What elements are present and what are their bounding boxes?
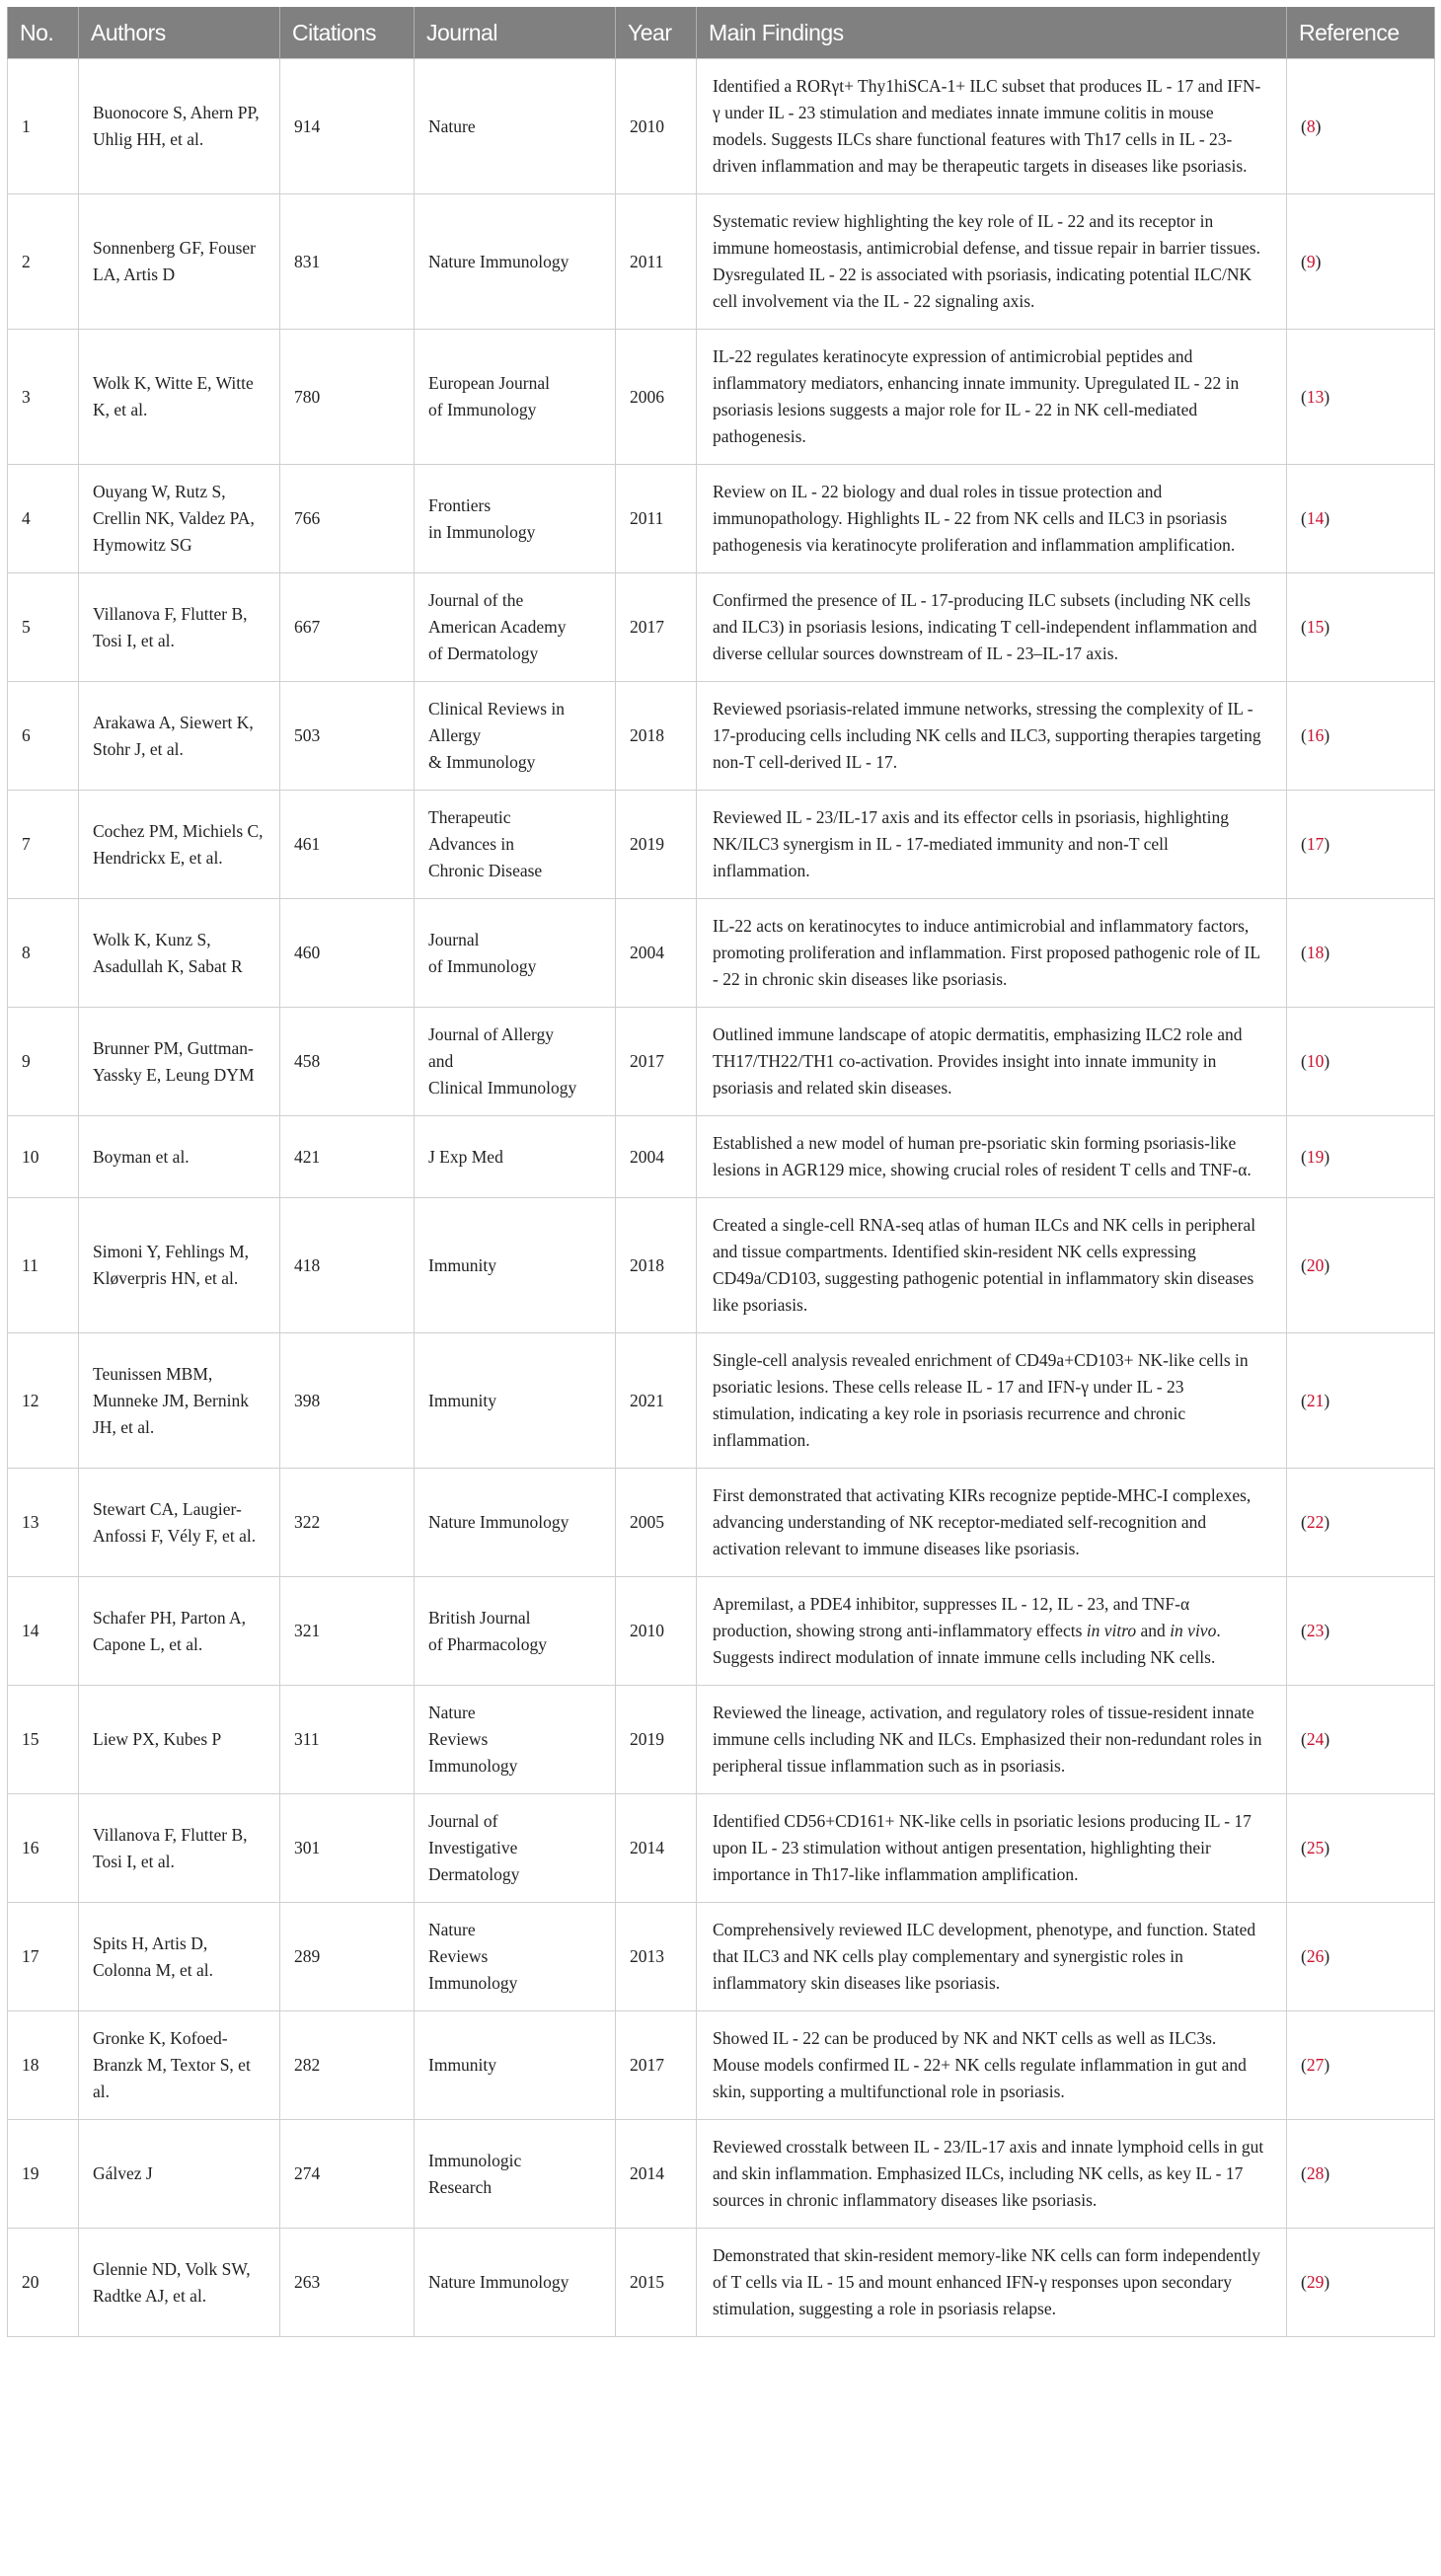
main-findings-cell: [697, 330, 1287, 465]
table-row: [8, 573, 1435, 682]
table-row: [8, 2229, 1435, 2337]
row-number: 10: [8, 1116, 79, 1198]
citations-cell: 667: [280, 573, 415, 682]
journal-cell: Immunologic Research: [415, 2120, 616, 2229]
row-number: 9: [8, 1008, 79, 1116]
year-cell: 2015: [616, 2229, 697, 2337]
row-number: 4: [8, 465, 79, 573]
main-findings-cell: [697, 1794, 1287, 1903]
citations-cell: 780: [280, 330, 415, 465]
reference-link[interactable]: 17: [1306, 834, 1325, 854]
year-cell: 2010: [616, 59, 697, 194]
year-cell: 2004: [616, 1116, 697, 1198]
findings-text: Comprehensively reviewed ILC development, phenotype, and function. Stated that ILC3 and NK cells play complementary and synergistic roles in inflammatory skin diseases like psoriasis.: [713, 1920, 1256, 1993]
authors-cell: Wolk K, Kunz S, Asadullah K, Sabat R: [79, 899, 280, 1008]
main-findings-cell: [697, 1333, 1287, 1469]
main-findings-cell: [697, 1469, 1287, 1577]
reference-link[interactable]: 8: [1306, 115, 1316, 136]
journal-cell: Clinical Reviews in Allergy & Immunology: [415, 682, 616, 791]
reference-cell: (10): [1287, 1008, 1435, 1116]
journal-cell: Nature Reviews Immunology: [415, 1686, 616, 1794]
reference-link[interactable]: 20: [1306, 1254, 1325, 1275]
row-number: 20: [8, 2229, 79, 2337]
year-cell: 2006: [616, 330, 697, 465]
table-row: [8, 465, 1435, 573]
authors-cell: Buonocore S, Ahern PP, Uhlig HH, et al.: [79, 59, 280, 194]
row-number: 6: [8, 682, 79, 791]
table-row: [8, 59, 1435, 194]
header-year: Year: [616, 7, 697, 59]
year-cell: 2010: [616, 1577, 697, 1686]
citations-cell: 914: [280, 59, 415, 194]
table-row: [8, 1198, 1435, 1333]
journal-cell: Journal of Immunology: [415, 899, 616, 1008]
reference-cell: (25): [1287, 1794, 1435, 1903]
year-cell: 2019: [616, 791, 697, 899]
citations-cell: 831: [280, 194, 415, 330]
reference-cell: (20): [1287, 1198, 1435, 1333]
findings-text: IL-22 acts on keratinocytes to induce antimicrobial and inflammatory factors, promoting proliferation and inflammation. First proposed pathogenic role of IL - 22 in chronic skin diseases like psoriasis.: [713, 916, 1260, 989]
table-row: [8, 1116, 1435, 1198]
main-findings-cell: [697, 791, 1287, 899]
row-number: 5: [8, 573, 79, 682]
reference-link[interactable]: 9: [1306, 251, 1316, 271]
citations-cell: 282: [280, 2011, 415, 2120]
journal-cell: Nature: [415, 59, 616, 194]
main-findings-cell: [697, 59, 1287, 194]
journal-cell: Nature Immunology: [415, 194, 616, 330]
reference-link[interactable]: 19: [1306, 1146, 1325, 1167]
header-reference: Reference: [1287, 7, 1435, 59]
row-number: 1: [8, 59, 79, 194]
findings-text: Identified a RORγt+ Thy1hiSCA-1+ ILC subset that produces IL - 17 and IFN-γ under IL - 23 stimulation and mediates innate immune colitis in mouse models. Suggests ILCs share functional features with Th17 cells in IL - 23-driven inflammation and may be therapeutic targets in diseases like psoriasis.: [713, 76, 1261, 176]
year-cell: 2017: [616, 573, 697, 682]
citations-cell: 263: [280, 2229, 415, 2337]
year-cell: 2014: [616, 2120, 697, 2229]
reference-link[interactable]: 18: [1306, 943, 1325, 962]
journal-cell: Journal of the American Academy of Dermatology: [415, 573, 616, 682]
citations-cell: 321: [280, 1577, 415, 1686]
journal-cell: J Exp Med: [415, 1116, 616, 1198]
authors-cell: Cochez PM, Michiels C, Hendrickx E, et al.: [79, 791, 280, 899]
reference-cell: (29): [1287, 2229, 1435, 2337]
row-number: 17: [8, 1903, 79, 2011]
reference-link[interactable]: 13: [1306, 386, 1325, 407]
citations-cell: 289: [280, 1903, 415, 2011]
authors-cell: Villanova F, Flutter B, Tosi I, et al.: [79, 573, 280, 682]
table-row: [8, 682, 1435, 791]
main-findings-cell: [697, 1198, 1287, 1333]
authors-cell: Villanova F, Flutter B, Tosi I, et al.: [79, 1794, 280, 1903]
row-number: 16: [8, 1794, 79, 1903]
table-row: [8, 1333, 1435, 1469]
table-row: [8, 1577, 1435, 1686]
reference-cell: (8): [1287, 59, 1435, 194]
findings-text: . Suggests indirect modulation of innate immune cells including NK cells.: [713, 1621, 1221, 1667]
year-cell: 2019: [616, 1686, 697, 1794]
reference-cell: (15): [1287, 573, 1435, 682]
main-findings-cell: [697, 2229, 1287, 2337]
findings-text: Identified CD56+CD161+ NK-like cells in psoriatic lesions producing IL - 17 upon IL - 23 stimulation without antigen presentation, highlighting their importance in Th17-like inflammation amplification.: [713, 1811, 1251, 1884]
reference-cell: (28): [1287, 2120, 1435, 2229]
table-row: [8, 1469, 1435, 1577]
findings-text: Established a new model of human pre-psoriatic skin forming psoriasis-like lesions in AGR129 mice, showing crucial roles of resident T cells and TNF-α.: [713, 1133, 1251, 1179]
main-findings-cell: [697, 573, 1287, 682]
main-findings-cell: [697, 2011, 1287, 2120]
reference-link[interactable]: 16: [1306, 725, 1325, 745]
reference-cell: (26): [1287, 1903, 1435, 2011]
row-number: 13: [8, 1469, 79, 1577]
journal-cell: Immunity: [415, 1198, 616, 1333]
authors-cell: Stewart CA, Laugier-Anfossi F, Vély F, et al.: [79, 1469, 280, 1577]
journal-cell: Nature Immunology: [415, 1469, 616, 1577]
reference-cell: (24): [1287, 1686, 1435, 1794]
table-body: [8, 59, 1435, 2337]
findings-text: Review on IL - 22 biology and dual roles in tissue protection and immunopathology. Highlights IL - 22 from NK cells and ILC3 in psoriasis pathogenesis via keratinocyte proliferation and inflammation amplification.: [713, 482, 1236, 555]
journal-cell: Immunity: [415, 1333, 616, 1469]
reference-cell: (22): [1287, 1469, 1435, 1577]
row-number: 8: [8, 899, 79, 1008]
authors-cell: Gronke K, Kofoed-Branzk M, Textor S, et al.: [79, 2011, 280, 2120]
reference-link[interactable]: 21: [1306, 1390, 1325, 1410]
row-number: 11: [8, 1198, 79, 1333]
reference-cell: (21): [1287, 1333, 1435, 1469]
reference-link[interactable]: 15: [1306, 617, 1325, 637]
reference-link[interactable]: 26: [1306, 1946, 1325, 1966]
year-cell: 2018: [616, 1198, 697, 1333]
reference-cell: (16): [1287, 682, 1435, 791]
citations-cell: 311: [280, 1686, 415, 1794]
year-cell: 2013: [616, 1903, 697, 2011]
year-cell: 2011: [616, 465, 697, 573]
table-row: [8, 791, 1435, 899]
row-number: 3: [8, 330, 79, 465]
year-cell: 2017: [616, 2011, 697, 2120]
citations-cell: 418: [280, 1198, 415, 1333]
year-cell: 2005: [616, 1469, 697, 1577]
header-main-findings: Main Findings: [697, 7, 1287, 59]
reference-cell: (19): [1287, 1116, 1435, 1198]
main-findings-cell: [697, 465, 1287, 573]
reference-cell: (9): [1287, 194, 1435, 330]
header-journal: Journal: [415, 7, 616, 59]
year-cell: 2014: [616, 1794, 697, 1903]
journal-cell: Nature Reviews Immunology: [415, 1903, 616, 2011]
row-number: 2: [8, 194, 79, 330]
findings-italic-text: in vitro: [1086, 1621, 1137, 1640]
table-row: [8, 2011, 1435, 2120]
authors-cell: Liew PX, Kubes P: [79, 1686, 280, 1794]
citations-cell: 421: [280, 1116, 415, 1198]
main-findings-cell: [697, 682, 1287, 791]
findings-text: Reviewed IL - 23/IL-17 axis and its effector cells in psoriasis, highlighting NK/ILC3 synergism in IL - 17-mediated immunity and non-T cell inflammation.: [713, 807, 1229, 880]
main-findings-cell: [697, 1903, 1287, 2011]
reference-link[interactable]: 24: [1306, 1729, 1325, 1749]
authors-cell: Simoni Y, Fehlings M, Kløverpris HN, et al.: [79, 1198, 280, 1333]
authors-cell: Wolk K, Witte E, Witte K, et al.: [79, 330, 280, 465]
year-cell: 2018: [616, 682, 697, 791]
header-authors: Authors: [79, 7, 280, 59]
authors-cell: Ouyang W, Rutz S, Crellin NK, Valdez PA, Hymowitz SG: [79, 465, 280, 573]
authors-cell: Arakawa A, Siewert K, Stohr J, et al.: [79, 682, 280, 791]
findings-text: Reviewed psoriasis-related immune networks, stressing the complexity of IL - 17-producing cells including NK cells and ILC3, supporting therapies targeting non-T cell-derived IL - 17.: [713, 699, 1261, 772]
main-findings-cell: [697, 1577, 1287, 1686]
findings-text: and: [1136, 1621, 1171, 1640]
reference-cell: (18): [1287, 899, 1435, 1008]
year-cell: 2011: [616, 194, 697, 330]
table-row: [8, 1686, 1435, 1794]
reference-link[interactable]: 22: [1306, 1512, 1325, 1532]
authors-cell: Spits H, Artis D, Colonna M, et al.: [79, 1903, 280, 2011]
header-citations: Citations: [280, 7, 415, 59]
findings-text: Reviewed the lineage, activation, and regulatory roles of tissue-resident innate immune cells including NK and ILCs. Emphasized their non-redundant roles in peripheral tissue inflammation such as in psoriasis.: [713, 1703, 1262, 1776]
findings-italic-text: in vivo: [1170, 1621, 1217, 1640]
reference-link[interactable]: 27: [1306, 2055, 1325, 2075]
main-findings-cell: [697, 1686, 1287, 1794]
authors-cell: Boyman et al.: [79, 1116, 280, 1198]
row-number: 19: [8, 2120, 79, 2229]
journal-cell: British Journal of Pharmacology: [415, 1577, 616, 1686]
journal-cell: European Journal of Immunology: [415, 330, 616, 465]
table-row: [8, 1794, 1435, 1903]
reference-cell: (14): [1287, 465, 1435, 573]
reference-cell: (27): [1287, 2011, 1435, 2120]
reference-cell: (23): [1287, 1577, 1435, 1686]
findings-text: Confirmed the presence of IL - 17-producing ILC subsets (including NK cells and ILC3) in psoriasis lesions, indicating T cell-independent inflammation and diverse cellular sources downstream of IL - 23–IL-17 axis.: [713, 590, 1257, 663]
authors-cell: Glennie ND, Volk SW, Radtke AJ, et al.: [79, 2229, 280, 2337]
table-row: [8, 330, 1435, 465]
reference-link[interactable]: 14: [1306, 508, 1325, 528]
authors-cell: Teunissen MBM, Munneke JM, Bernink JH, et al.: [79, 1333, 280, 1469]
citations-cell: 503: [280, 682, 415, 791]
citations-cell: 461: [280, 791, 415, 899]
reference-link[interactable]: 25: [1306, 1838, 1325, 1857]
year-cell: 2017: [616, 1008, 697, 1116]
reference-link[interactable]: 29: [1306, 2272, 1325, 2292]
table-row: [8, 899, 1435, 1008]
row-number: 14: [8, 1577, 79, 1686]
header-no: No.: [8, 7, 79, 59]
main-findings-cell: [697, 1116, 1287, 1198]
year-cell: 2004: [616, 899, 697, 1008]
reference-cell: (17): [1287, 791, 1435, 899]
findings-text: Created a single-cell RNA-seq atlas of human ILCs and NK cells in peripheral and tissue compartments. Identified skin-resident NK cells expressing CD49a/CD103, suggesting pathogenic potential in inflammatory skin diseases like psoriasis.: [713, 1215, 1256, 1315]
citations-cell: 458: [280, 1008, 415, 1116]
citations-cell: 301: [280, 1794, 415, 1903]
reference-link[interactable]: 10: [1306, 1051, 1325, 1071]
citations-cell: 322: [280, 1469, 415, 1577]
journal-cell: Immunity: [415, 2011, 616, 2120]
findings-text: First demonstrated that activating KIRs recognize peptide-MHC-I complexes, advancing understanding of NK receptor-mediated self-recognition and activation relevant to immune diseases like psoriasis.: [713, 1485, 1251, 1558]
citations-cell: 274: [280, 2120, 415, 2229]
table-row: [8, 1903, 1435, 2011]
findings-text: Apremilast, a PDE4 inhibitor, suppresses IL - 12, IL - 23, and TNF-α production, showing strong anti-inflammatory effects: [713, 1594, 1190, 1640]
year-cell: 2021: [616, 1333, 697, 1469]
main-findings-cell: [697, 2120, 1287, 2229]
journal-cell: Nature Immunology: [415, 2229, 616, 2337]
findings-text: Single-cell analysis revealed enrichment of CD49a+CD103+ NK-like cells in psoriatic lesions. These cells release IL - 17 and IFN-γ under IL - 23 stimulation, indicating a key role in psoriasis recurrence and chronic inflammation.: [713, 1350, 1249, 1450]
findings-text: Systematic review highlighting the key role of IL - 22 and its receptor in immune homeostasis, antimicrobial defense, and tissue repair in barrier tissues. Dysregulated IL - 22 is associated with psoriasis, indicating potential ILC/NK cell involvement via the IL - 22 signaling axis.: [713, 211, 1260, 311]
citations-cell: 460: [280, 899, 415, 1008]
table-row: [8, 1008, 1435, 1116]
citations-table: [7, 7, 1435, 2337]
authors-cell: Gálvez J: [79, 2120, 280, 2229]
row-number: 12: [8, 1333, 79, 1469]
reference-link[interactable]: 23: [1306, 1621, 1325, 1640]
findings-text: IL-22 regulates keratinocyte expression of antimicrobial peptides and inflammatory mediators, enhancing innate immunity. Upregulated IL - 22 in psoriasis lesions suggests a major role for IL - 22 in NK cell-mediated pathogenesis.: [713, 346, 1240, 446]
table-header-row: [8, 7, 1435, 59]
authors-cell: Sonnenberg GF, Fouser LA, Artis D: [79, 194, 280, 330]
row-number: 7: [8, 791, 79, 899]
citations-cell: 398: [280, 1333, 415, 1469]
journal-cell: Therapeutic Advances in Chronic Disease: [415, 791, 616, 899]
table-row: [8, 2120, 1435, 2229]
authors-cell: Schafer PH, Parton A, Capone L, et al.: [79, 1577, 280, 1686]
findings-text: Outlined immune landscape of atopic dermatitis, emphasizing ILC2 role and TH17/TH22/TH1 co-activation. Provides insight into innate immunity in psoriasis and related skin diseases.: [713, 1024, 1243, 1098]
findings-text: Reviewed crosstalk between IL - 23/IL-17 axis and innate lymphoid cells in gut and skin inflammation. Emphasized ILCs, including NK cells, as key IL - 17 sources in chronic inflammatory diseases like psoriasis.: [713, 2137, 1264, 2210]
main-findings-cell: [697, 1008, 1287, 1116]
main-findings-cell: [697, 194, 1287, 330]
findings-text: Demonstrated that skin-resident memory-like NK cells can form independently of T cells via IL - 15 and mount enhanced IFN-γ responses upon secondary stimulation, suggesting a role in psoriasis relapse.: [713, 2245, 1260, 2318]
findings-text: Showed IL - 22 can be produced by NK and NKT cells as well as ILC3s. Mouse models confirmed IL - 22+ NK cells regulate inflammation in gut and skin, supporting a multifunctional role in psoriasis.: [713, 2028, 1247, 2101]
row-number: 15: [8, 1686, 79, 1794]
reference-link[interactable]: 28: [1306, 2163, 1325, 2183]
table-row: [8, 194, 1435, 330]
reference-cell: (13): [1287, 330, 1435, 465]
journal-cell: Journal of Allergy and Clinical Immunology: [415, 1008, 616, 1116]
journal-cell: Frontiers in Immunology: [415, 465, 616, 573]
citations-cell: 766: [280, 465, 415, 573]
main-findings-cell: [697, 899, 1287, 1008]
authors-cell: Brunner PM, Guttman-Yassky E, Leung DYM: [79, 1008, 280, 1116]
row-number: 18: [8, 2011, 79, 2120]
journal-cell: Journal of Investigative Dermatology: [415, 1794, 616, 1903]
